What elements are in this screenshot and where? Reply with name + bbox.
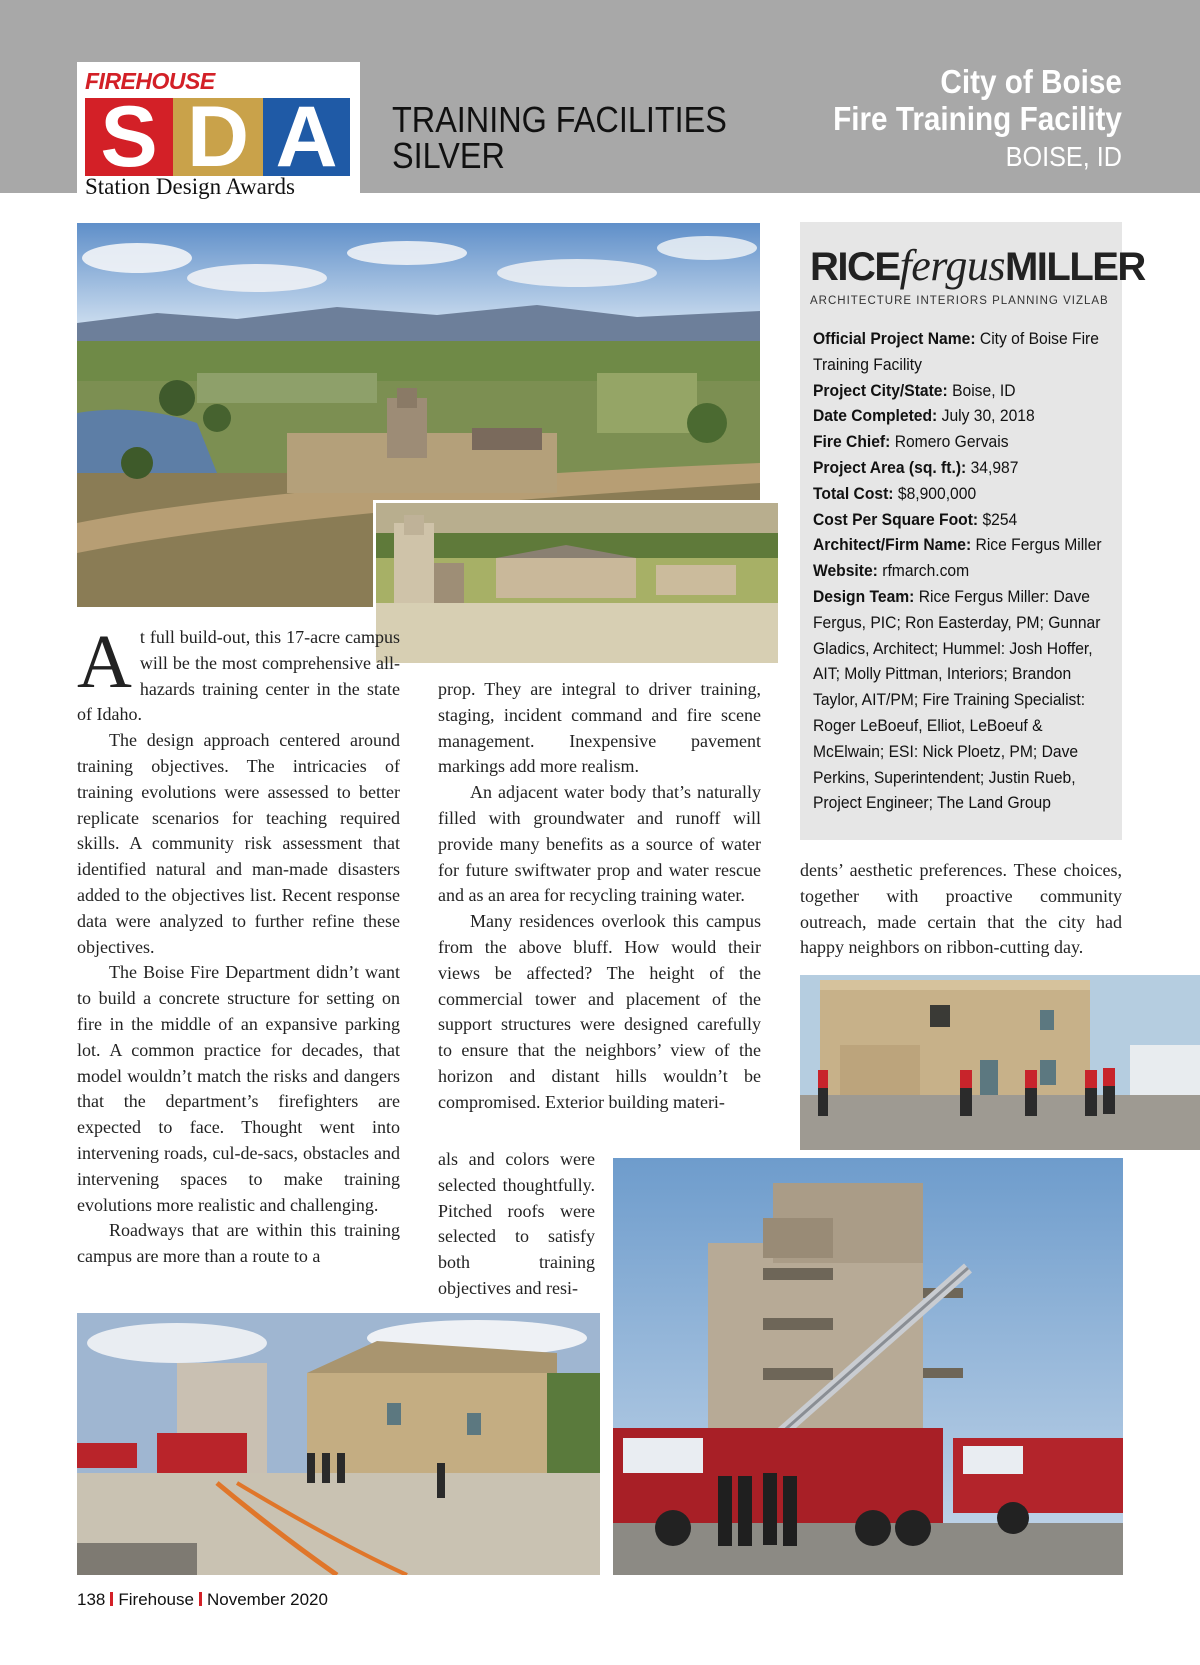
fact-row: Fire Chief: Romero Gervais [813, 432, 1009, 452]
article-paragraph: The Boise Fire Department didn’t want to build a concrete structure for setting on fire in the middle of an expansive parking lot. A common practice for decades, that model wouldn’t match the risks and dangers that the department’s firefighters are expected to face. Thought went into intervening roads, cul-de-sacs, obstacles and intervening spaces to make training evolutions more realistic and challenging. [77, 962, 400, 1215]
fact-row: Cost Per Square Foot: $254 [813, 509, 1018, 529]
burn-building-photo [800, 975, 1200, 1150]
article-paragraph: The design approach centered around training objectives. The intricacies of training evolutions were assessed to better replicate scenarios for teaching required skills. A community risk assessment that identified natural and man-made disasters added to the objectives list. Recent response data were analyzed to further refine these objectives. [77, 730, 400, 957]
article-paragraph: Roadways that are within this training campus are more than a route to a [77, 1220, 400, 1267]
firm-name-part1: RICE [810, 245, 900, 289]
fact-row: Date Completed: July 30, 2018 [813, 406, 1035, 426]
firm-name-part3: MILLER [1004, 245, 1145, 289]
article-column-3 [800, 858, 1122, 961]
title-line-2: Fire Training Facility [833, 100, 1122, 137]
project-location: BOISE, ID [1005, 141, 1122, 172]
fact-row: Design Team: Rice Fergus Miller: Dave Fergus, PIC; Ron Easterday, PM; Gunnar Gladics, Architect; Hummel: Josh Hoffer, AIT; Molly Pittman, Interiors; Brandon Taylor, AIT/PM; Fire Training Specialist: Roger LeBoeuf, Elliot, LeBoeuf & McElwain; ESI: Nick Ploetz, PM; Dave Perkins, Superintendent; Justin Rueb, Project Engineer; The Land Group [813, 586, 1101, 813]
article-paragraph: Many residences overlook this campus from the above bluff. How would their views be affected? The height of the commercial tower and placement of the support structures were designed carefully to ensure that the neighbors’ view of the horizon and distant hills wouldn’t be compromised. Exterior building materi- [438, 911, 761, 1112]
fact-row: Project City/State: Boise, ID [813, 380, 1016, 400]
drop-cap: A [77, 620, 132, 704]
page-number: 138 [77, 1590, 106, 1609]
project-facts [813, 326, 1119, 816]
firm-name-part2: fergus [899, 241, 1005, 290]
issue-date: November 2020 [206, 1590, 328, 1609]
logo-letters [85, 89, 350, 185]
logo-letter-d: D [173, 98, 263, 176]
page-footer [77, 1590, 328, 1610]
project-title [801, 63, 1122, 177]
fact-row: Total Cost: $8,900,000 [813, 483, 977, 503]
fact-row: Project Area (sq. ft.): 34,987 [813, 457, 1019, 477]
article-column-2 [438, 677, 761, 1116]
fact-row: Official Project Name: City of Boise Fire Training Facility [813, 329, 1099, 374]
article-column-1 [77, 620, 400, 1270]
category-line-2: SILVER [392, 135, 505, 176]
footer-divider [110, 1592, 113, 1606]
award-category [392, 99, 727, 176]
firm-services: ARCHITECTURE INTERIORS PLANNING VIZLAB [810, 295, 1109, 307]
tower-ladder-truck-photo [613, 1158, 1123, 1575]
article-paragraph: An adjacent water body that’s naturally filled with groundwater and runoff will provide many benefits as a source of water for future swiftwater prop and water rescue and as an area for recycling training water. [438, 782, 761, 906]
logo-tagline: Station Design Awards [85, 174, 295, 199]
firm-logo [810, 240, 1145, 310]
fact-row: Website: rfmarch.com [813, 561, 970, 581]
title-line-1: City of Boise [940, 63, 1122, 100]
category-line-1: TRAINING FACILITIES [392, 99, 727, 140]
article-paragraph: t full build-out, this 17-acre campus will be the most comprehensive all-hazards training center in the state of Idaho. [77, 627, 400, 725]
fact-row: Architect/Firm Name: Rice Fergus Miller [813, 535, 1102, 555]
article-paragraph: prop. They are integral to driver training, staging, incident command and fire scene management. Inexpensive pavement markings add more realism. [438, 679, 761, 777]
firm-name [810, 240, 1145, 291]
logo-letter-s: S [85, 98, 173, 176]
article-paragraph: dents’ aesthetic preferences. These choices, together with proactive community outreach, made certain that the city had happy neighbors on ribbon-cutting day. [800, 860, 1122, 958]
sda-logo [77, 62, 360, 202]
training-drill-photo [77, 1313, 600, 1575]
article-column-2-narrow [438, 1147, 595, 1302]
logo-brand: FIREHOUSE [85, 68, 215, 94]
magazine-name: Firehouse [118, 1590, 194, 1609]
logo-letter-a: A [263, 98, 350, 176]
training-buildings-photo [373, 500, 781, 666]
footer-divider [199, 1592, 202, 1606]
article-paragraph: als and colors were selected thoughtfully. Pitched roofs were selected to satisfy both training objectives and resi- [438, 1149, 595, 1298]
project-info-box [800, 222, 1145, 840]
